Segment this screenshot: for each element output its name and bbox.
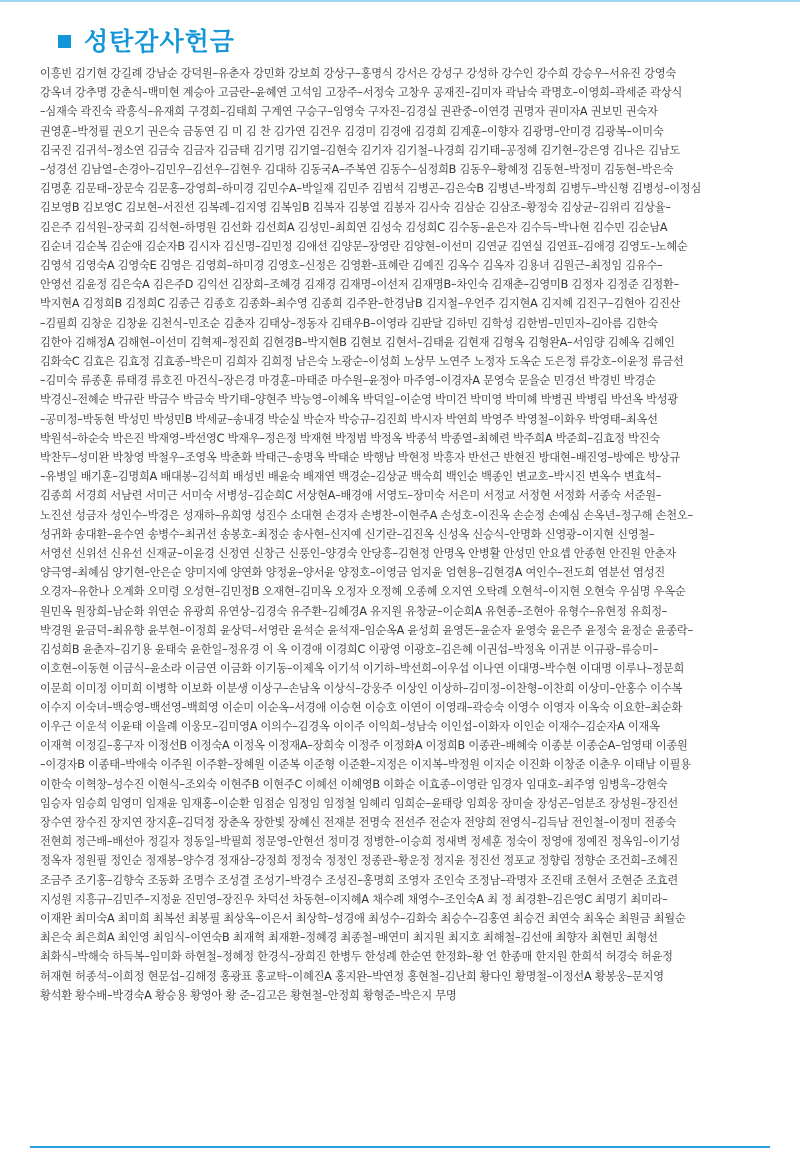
- donor-line: 박찬두–성미완 박창영 박철우–조영옥 박춘화 박태근–송명옥 박태순 박행남 박현정 박흥자 반선근 반현진 방대현–배진영–방예은 방상규: [40, 451, 681, 465]
- donor-line: 서영선 신위선 신유선 신재균–이윤경 신정연 신창근 신풍인–양경숙 안당흥–김현정 안명옥 안병활 안성민 안요셉 안종현 안진원 안춘자: [40, 547, 676, 561]
- donor-line: 김순녀 김순복 김순애 김순자B 김시자 김신명–김민정 김애선 김양문–장영란 김양현–이선미 김연균 김연실 김연표–김애경 김영도–노혜순: [40, 239, 688, 253]
- donor-line: 강옥녀 강추명 강춘식–백미현 계승아 고금란–윤혜연 고석임 고장주–서정숙 고창우 공재진–김미자 곽남숙 곽명호–이영희–곽세준 곽상식: [40, 86, 683, 100]
- donor-line: –유병일 배기훈–김명희A 배대봉–김석희 배성빈 배윤숙 배재연 백경순–김상균 백숙희 백인순 백종인 변교호–박시진 변옥수 변효석–: [40, 470, 662, 484]
- donor-line: 박경원 윤금덕–최유향 윤부현–이정희 윤상덕–서영란 윤석순 윤석재–임순옥A 윤성희 윤영돈–윤순자 윤영숙 윤은주 윤정숙 윤정순 윤종락–: [40, 623, 693, 637]
- donor-line: 지성원 지흥규–김민주–지정윤 진민영–장진우 차덕선 차동현–이지혜A 채수례 채영수–조인숙A 최 정 최경환–김은영C 최명기 최미라–: [40, 892, 668, 906]
- donor-line: 김명훈 김문태–장문숙 김문홍–강영희–하미경 김민수A–박일재 김민주 김범석 김병곤–김은숙B 김병년–박정희 김병두–박신형 김병성–이정심: [40, 182, 702, 196]
- donor-line: 김영석 김영숙A 김영숙E 김영은 김영희–하미경 김영호–신정은 김영환–표혜란 김예진 김옥수 김옥자 김용녀 김원근–최정임 김유수–: [40, 259, 663, 273]
- donor-line: 박경신–전혜순 박규란 박금수 박금숙 박기태–양현주 박능영–이혜옥 박덕일–이순영 박미건 박미영 박미혜 박병권 박병림 박선옥 박성광: [40, 393, 678, 407]
- donor-line: 황석환 황수배–박경숙A 황승용 황영아 황 준–김고은 황현철–안정희 황형준–박은지 무명: [40, 988, 457, 1002]
- donor-line: 김보영B 김보영C 김보현–서진선 김복례–김지영 김복임B 김복자 김봉열 김봉자 김사숙 김삼순 김삼조–황정숙 김상균–김위리 김상율–: [40, 201, 671, 215]
- donor-line: 이문희 이미정 이미희 이병학 이보화 이분생 이상구–손남옥 이상식–강웅주 이상인 이상하–김미정–이찬형–이찬희 이상미–안홍수 이수복: [40, 681, 683, 695]
- donor-line: –이경자B 이종태–박애숙 이주원 이주환–장혜원 이준복 이준형 이준환–지정은 이지복–박정원 이지순 이진화 이창준 이춘우 이태남 이필용: [40, 758, 691, 772]
- donor-line: 임승자 임승희 임영미 임재윤 임재홍–이순환 임점순 임정임 임정철 임혜리 임희순–윤태랑 임희웅 장미술 장성곤–엄분조 장성원–장진선: [40, 796, 678, 810]
- donor-line: 정옥자 정원필 정인순 정재봉–양수경 정재삼–강정희 정정숙 정정인 정종관–황운정 정지윤 정진선 정포교 정향림 정향순 조건희–조혜진: [40, 854, 678, 868]
- donor-line: 이재혁 이정길–홍구자 이정선B 이정숙A 이정옥 이정재A–장희숙 이정주 이정화A 이정희B 이종관–배혜숙 이종분 이종순A–엄영태 이종원: [40, 739, 688, 753]
- donor-line: 전현희 정근배–배선아 정길자 정동일–박필희 정문영–안현선 정미경 정병한–이승희 정새벽 정세훈 정숙이 정영애 정예진 정옥임–이기성: [40, 835, 681, 849]
- donor-line: 최화식–박해숙 하득복–임미화 하현철–정혜정 한경식–장희진 한병두 한성례 한순연 한정화–황 언 한종매 한지원 한희석 허경숙 허윤정: [40, 950, 673, 964]
- top-rule: [0, 0, 800, 2]
- donor-line: 이한숙 이혁창–성수진 이현식–조외숙 이현주B 이현주C 이혜선 이혜영B 이화순 이효종–이영란 임경자 임대호–최주영 임병욱–강현숙: [40, 777, 668, 791]
- page-title: 성탄감사헌금: [84, 27, 235, 56]
- donor-line: 김성희B 윤춘자–김기용 윤태숙 윤한일–정유경 이 옥 이경애 이경희C 이광영 이광호–김은혜 이권섭–박정옥 이귀분 이규광–류승미–: [40, 643, 659, 657]
- donor-line: 이수지 이숙녀–백승영–백선영–백희영 이순미 이순옥–서경애 이승현 이승호 이연이 이영래–곽승숙 이영수 이영자 이옥숙 이요한–최순화: [40, 700, 683, 714]
- donor-line: 이재완 최미숙A 최미희 최복선 최봉필 최상옥–이은서 최상학–성경애 최성수–김화숙 최승수–김홍연 최승건 최연숙 최옥순 최원금 최월순: [40, 911, 686, 925]
- donor-line: 원민옥 원장희–남순화 위연순 유광희 유연상–김경숙 유주환–김혜경A 유지원 유창균–이순희A 유현종–조현아 유형수–유현정 유희정–: [40, 604, 668, 618]
- donor-line: 박지현A 김정희B 김정희C 김종근 김종호 김종화–최수영 김종희 김주완–한경남B 김지철–우언주 김지현A 김지혜 김진구–김현아 김진산: [40, 297, 681, 311]
- section-header: [58, 22, 235, 58]
- donor-line: 이호현–이동현 이금식–윤소라 이금연 이금화 이기동–이제옥 이기석 이기하–박선희–이우섭 이나연 이대명–박수현 이대명 이루나–정문희: [40, 662, 685, 676]
- donor-line: 양극영–최혜심 양기현–안은순 양미지예 양연화 양정윤–양서윤 양정호–이영금 엄지윤 엄현용–김현경A 여인수–전도희 염분선 염성진: [40, 566, 665, 580]
- donor-line: 김한아 김해정A 김해현–이선미 김혁제–정진희 김현경B–박지현B 김현보 김현서–김태윤 김현재 김형옥 김형완A–서임량 김혜옥 김혜인: [40, 335, 675, 349]
- donor-line: 허재현 허종석–이희정 현문섭–김해정 홍광표 홍교탁–이혜진A 홍지완–박연정 홍현철–김난희 황다인 황명철–이정선A 황봉웅–문지영: [40, 969, 664, 983]
- donor-line: 권영훈–박정필 권오기 권은숙 금동연 김 미 김 찬 김가연 김건우 김경미 김경애 김경희 김계훈–이향자 김광명–안미경 김광복–이미숙: [40, 124, 664, 138]
- donor-line: 김종희 서경희 서남련 서미근 서미숙 서병성–김순희C 서상현A–배경애 서영도–장미숙 서은미 서정교 서정현 서정화 서종숙 서준원–: [40, 489, 662, 503]
- donor-line: 조금주 조기홍–김향숙 조동화 조명수 조성결 조성기–박경수 조성진–홍명희 조영자 조인숙 조정남–곽명자 조진태 조현서 조현준 조효련: [40, 873, 678, 887]
- donor-line: 노진선 성금자 성인수–박경은 성재하–유희영 성진수 소대현 손경자 손병찬–이현주A 손성호–이진옥 손순정 손예심 손옥년–정구해 손천오–: [40, 508, 693, 522]
- title-bullet-square-icon: [58, 35, 71, 48]
- donor-line: 김은주 김석원–장국희 김석현–하명원 김선화 김선희A 김성민–최희연 김성숙 김성희C 김수동–윤은자 김수득–박나현 김수민 김순남A: [40, 220, 668, 234]
- donor-name-list: [40, 64, 770, 1005]
- donor-line: 이우근 이운석 이윤태 이을례 이웅모–김미영A 이의수–김경옥 이이주 이익희–성남숙 이인섭–이화자 이인순 이재수–김순자A 이재옥: [40, 719, 660, 733]
- donor-line: –공미정–박동현 박성민 박성민B 박세균–송내경 박순실 박순자 박승규–김진희 박시자 박연희 박영주 박영철–이화우 박영태–최옥선: [40, 412, 658, 426]
- donor-line: 장수연 장수진 장지연 장지훈–김덕정 장춘옥 장한빛 장혜신 전재분 전명숙 전선주 전순자 전양희 전영식–김득남 전인철–이정미 전종숙: [40, 815, 676, 829]
- donor-line: –성경선 김남열–손경아–김민우–김선우–김현우 김대하 김동국A–주복연 김동수–심정희B 김동우–황혜정 김동현–박정미 김동현–박은숙: [40, 163, 674, 177]
- donor-line: 김국진 김귀석–정소연 김금숙 김금자 김금태 김기명 김기열–김현숙 김기자 김기철–나경희 김기태–공정혜 김기현–강은영 김나은 김남도: [40, 143, 681, 157]
- donor-line: 박원석–하순숙 박은진 박재영–박선영C 박재우–정은정 박재현 박정범 박정옥 박종석 박종열–최혜련 박주희A 박준희–김효정 박진숙: [40, 431, 660, 445]
- donor-line: 이흥빈 김기현 강길례 강남순 강덕원–유춘자 강민화 강보희 강상구–홍명식 강서은 강성구 강성하 강수인 강수희 강승우–서유진 강영숙: [40, 67, 676, 80]
- donor-line: 김화숙C 김효은 김효정 김효종–박은미 김희자 김희정 남은숙 노광순–이성희 노상무 노연주 노정자 도옥순 도은정 류강호–이윤정 류금선: [40, 355, 684, 369]
- donor-line: 성귀화 송대환–윤수연 송병수–최귀선 송봉호–최정순 송사현–신지예 신기란–김진옥 신성옥 신승식–안명화 신영광–이지현 신영철–: [40, 527, 655, 541]
- bottom-rule: [30, 1146, 770, 1148]
- donor-line: 오경자–유한나 오계화 오미령 오성현–김민정B 오재현–김미옥 오정자 오정혜 오종혜 오지연 오탁례 오현석–이지현 오현숙 우심명 우옥순: [40, 585, 686, 599]
- donor-line: –심재숙 곽진숙 곽흥식–유재희 구경희–김태희 구계연 구승구–임영숙 구자진–김경실 권관중–이연경 권명자 권미자A 권보민 권숙자: [40, 105, 658, 119]
- donor-line: 최은숙 최은희A 최인영 최임식–이연숙B 최재혁 최재환–정혜경 최종철–배연미 최지원 최지호 최해철–김선애 최향자 최현민 최형선: [40, 931, 658, 945]
- donor-line: 안영선 김윤정 김은숙A 김은주D 김익선 김장희–조혜경 김재경 김재명–이선저 김재명B–차인숙 김재춘–김영미B 김정자 김정준 김정환–: [40, 278, 680, 292]
- donor-line: –김필희 김창운 김창윤 김천식–민조순 김춘자 김태상–정동자 김태우B–이영라 김판달 김하민 김학성 김한범–민민자–김아름 김한숙: [40, 316, 658, 330]
- donor-line: –김미숙 류종훈 류태경 류호진 마건식–장은경 마경훈–마태준 마수원–윤정아 마주영–이경자A 문영숙 문을순 민경선 박경빈 박경순: [40, 374, 656, 388]
